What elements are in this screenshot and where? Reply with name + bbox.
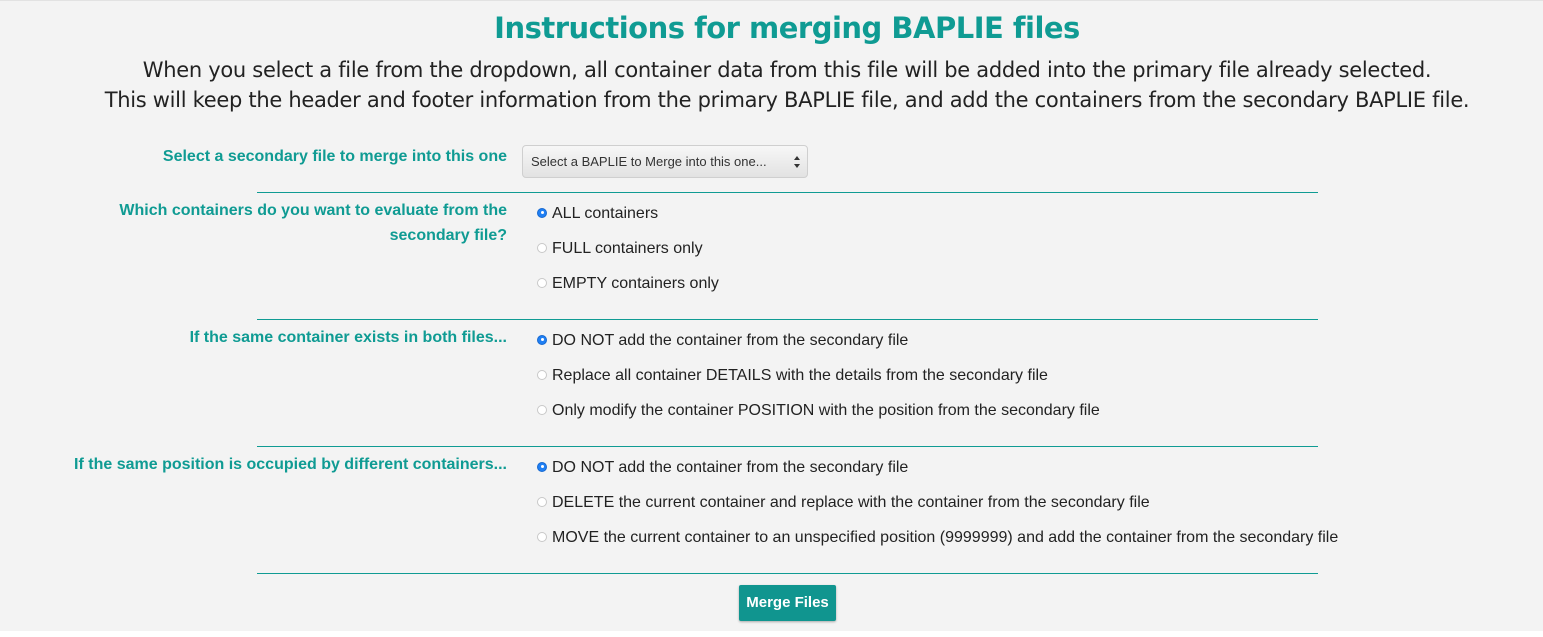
evaluate-label-line-2: secondary file? — [389, 227, 507, 244]
same-container-label: If the same container exists in both files... — [189, 329, 507, 346]
select-arrows-icon — [793, 154, 801, 170]
evaluate-label — [7, 198, 507, 248]
radio-icon[interactable] — [537, 278, 547, 288]
same-container-option-modify-position[interactable] — [537, 400, 1100, 422]
radio-icon[interactable] — [537, 243, 547, 253]
secondary-file-select-value: Select a BAPLIE to Merge into this one... — [531, 154, 767, 169]
intro-line-1: When you select a file from the dropdown, all container data from this file will be added into the primary file already selected. — [142, 58, 1432, 82]
option-label: MOVE the current container to an unspecified position (9999999) and add the container from the secondary file — [552, 529, 1339, 546]
same-position-option-delete-replace[interactable] — [537, 492, 1150, 514]
same-container-option-replace-details[interactable] — [537, 365, 1048, 387]
radio-icon[interactable] — [537, 405, 547, 415]
evaluate-option-empty[interactable] — [537, 273, 719, 295]
evaluate-label-line-1: Which containers do you want to evaluate from the — [119, 202, 507, 219]
radio-checked-icon[interactable] — [537, 208, 547, 218]
divider — [257, 573, 1318, 574]
option-label: ALL containers — [552, 205, 659, 222]
same-container-option-do-not-add[interactable] — [537, 330, 908, 352]
option-label: FULL containers only — [552, 240, 703, 257]
radio-checked-icon[interactable] — [537, 462, 547, 472]
option-label: Replace all container DETAILS with the details from the secondary file — [552, 367, 1048, 384]
evaluate-option-all[interactable] — [537, 203, 658, 225]
secondary-file-label: Select a secondary file to merge into this one — [162, 148, 507, 165]
secondary-file-select[interactable] — [522, 145, 808, 178]
divider — [257, 192, 1318, 193]
radio-checked-icon[interactable] — [537, 335, 547, 345]
option-label: DO NOT add the container from the secondary file — [552, 459, 909, 476]
option-label: DO NOT add the container from the secondary file — [552, 332, 909, 349]
merge-files-button[interactable]: Merge Files — [739, 585, 836, 621]
page-title: Instructions for merging BAPLIE files — [494, 11, 1080, 45]
option-label: DELETE the current container and replace with the container from the secondary file — [552, 494, 1150, 511]
divider — [257, 319, 1318, 320]
evaluate-option-full[interactable] — [537, 238, 703, 260]
same-position-option-move-current[interactable] — [537, 527, 1338, 549]
same-position-option-do-not-add[interactable] — [537, 457, 908, 479]
divider — [257, 446, 1318, 447]
option-label: EMPTY containers only — [552, 275, 719, 292]
radio-icon[interactable] — [537, 497, 547, 507]
option-label: Only modify the container POSITION with the position from the secondary file — [552, 402, 1100, 419]
same-position-label: If the same position is occupied by different containers... — [74, 456, 507, 473]
radio-icon[interactable] — [537, 370, 547, 380]
intro-line-2: This will keep the header and footer information from the primary BAPLIE file, and add the containers from the secondary BAPLIE file. — [104, 88, 1470, 112]
radio-icon[interactable] — [537, 532, 547, 542]
